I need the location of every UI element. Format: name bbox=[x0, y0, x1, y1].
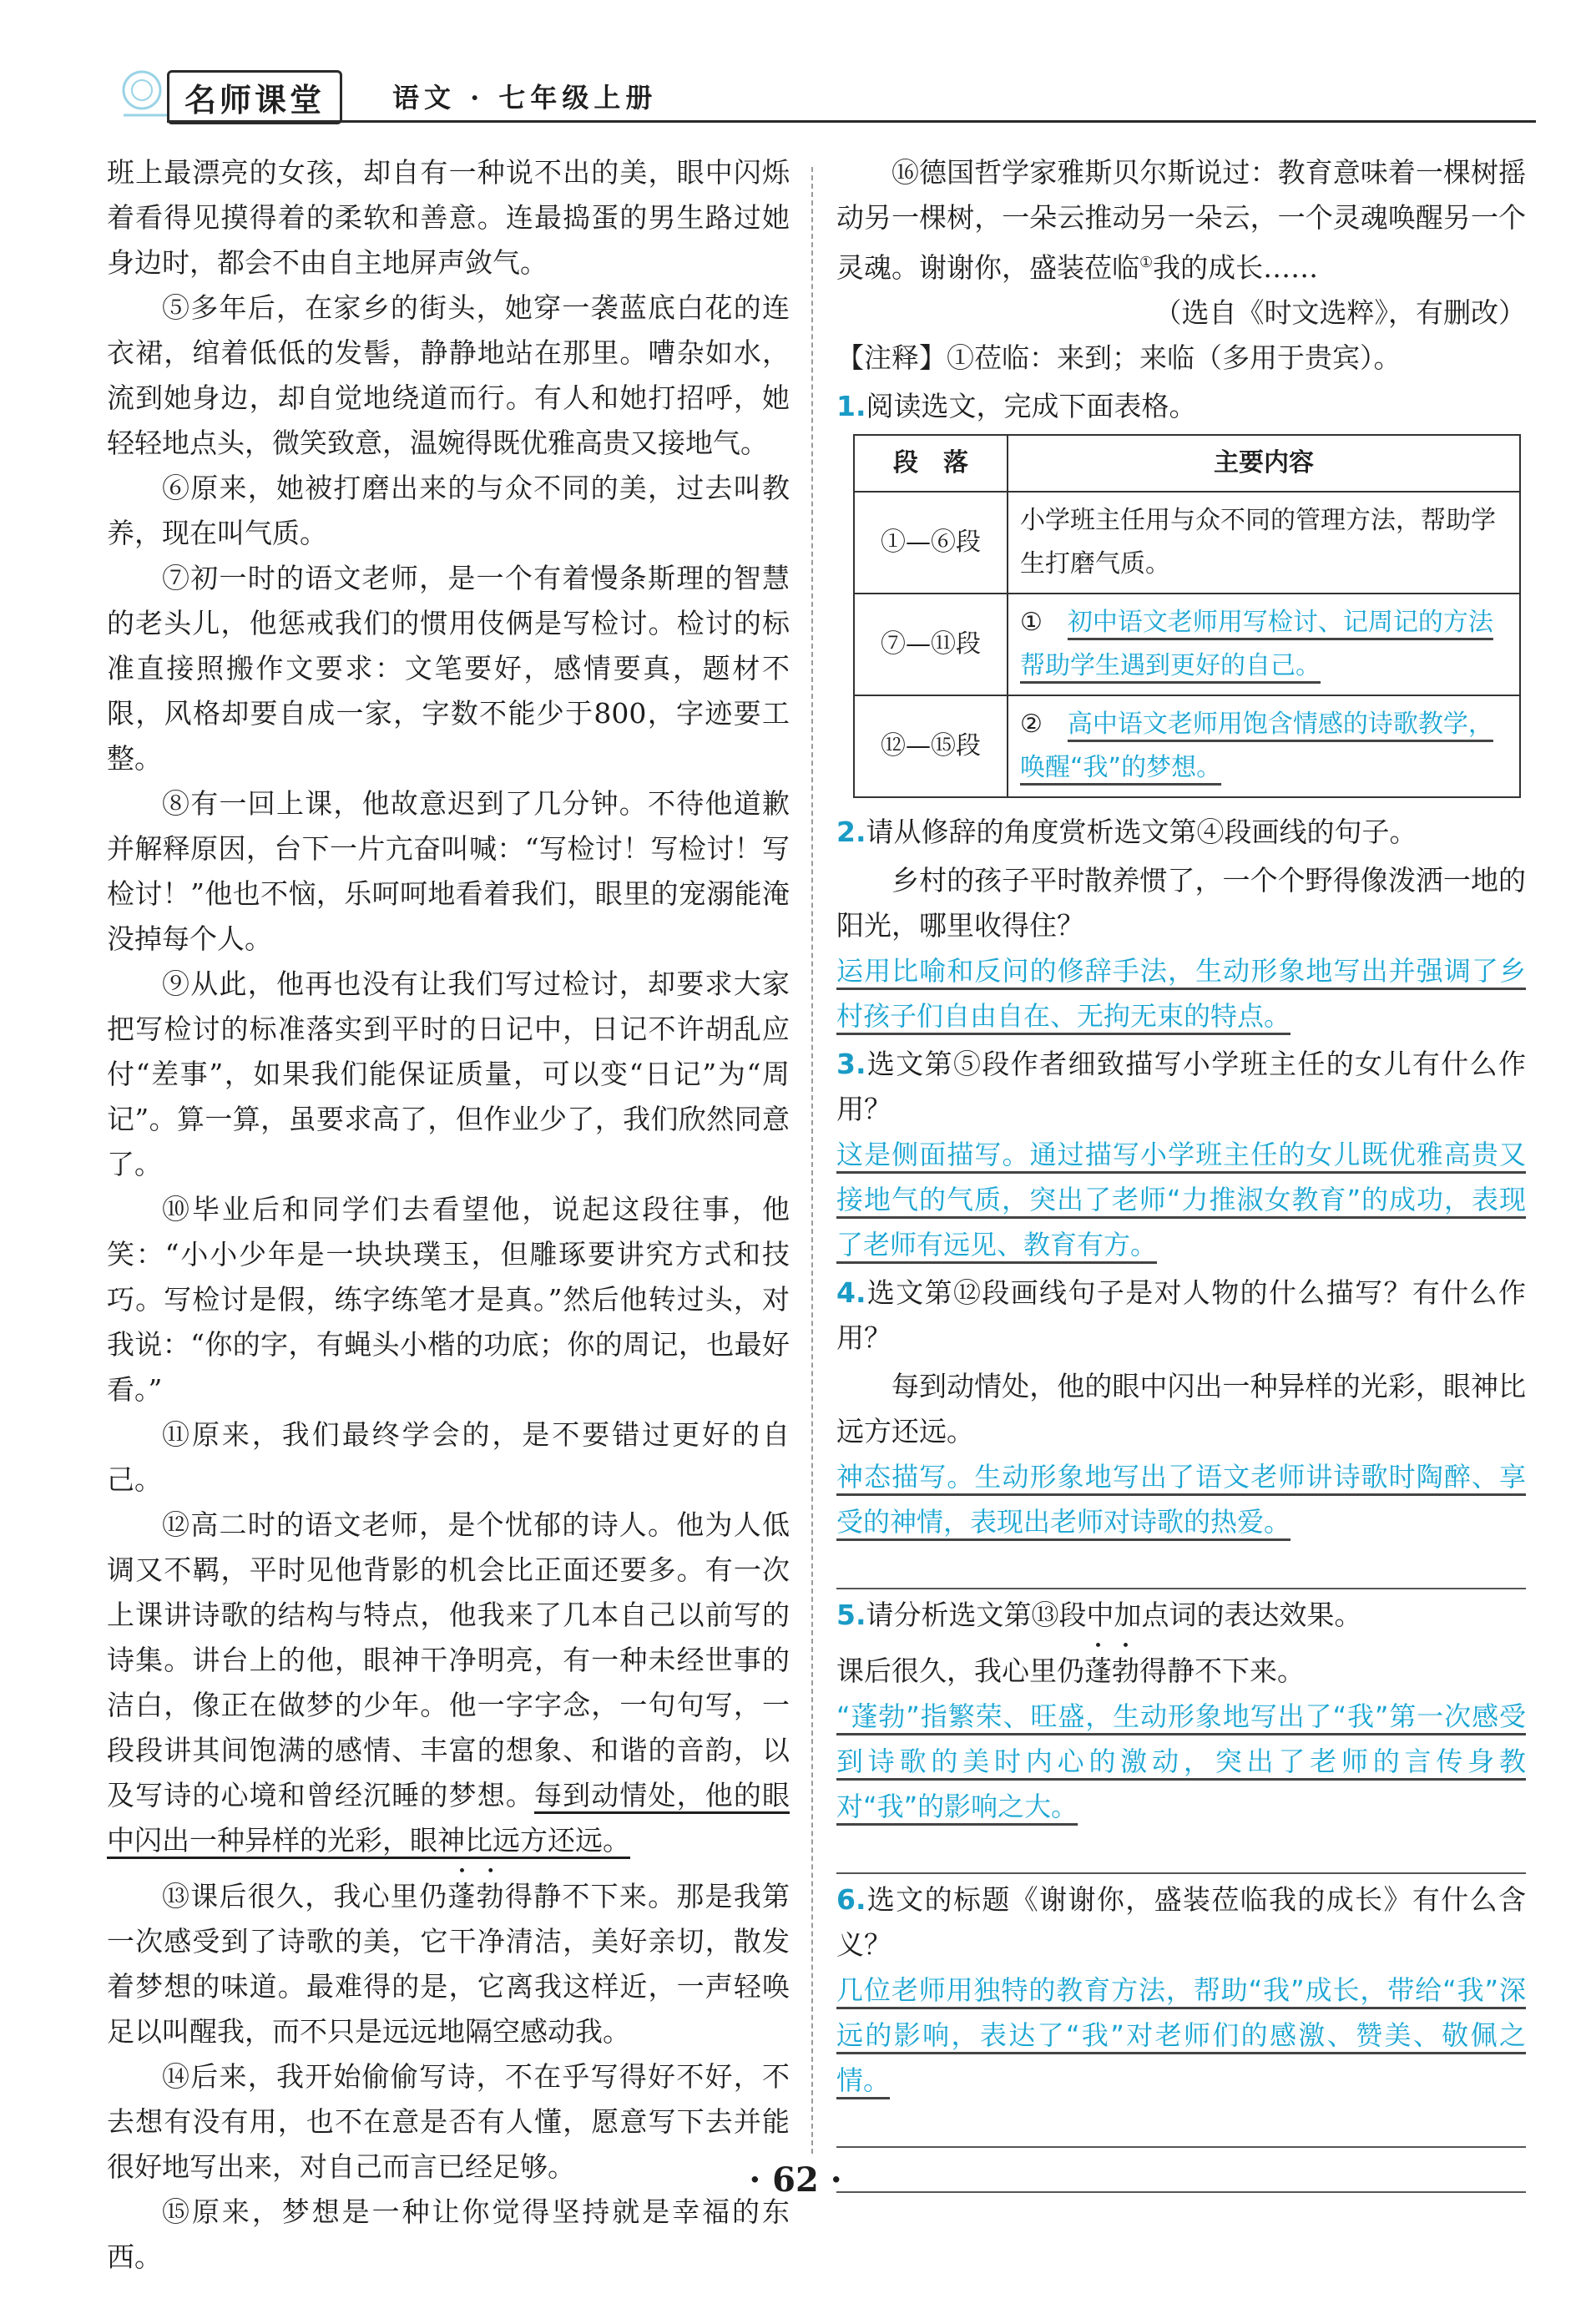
column-divider bbox=[811, 167, 813, 2154]
table-header-content: 主要内容 bbox=[1008, 435, 1520, 492]
question-1 bbox=[836, 384, 1526, 429]
table-cell-answer bbox=[1008, 594, 1520, 695]
paragraph-6: ⑥原来，她被打磨出来的与众不同的美，过去叫教养，现在叫气质。 bbox=[107, 472, 790, 549]
question-3-answer bbox=[836, 1132, 1526, 1267]
page-header bbox=[117, 65, 1536, 124]
question-2-quote: 乡村的孩子平时散养惯了，一个个野得像泼洒一地的阳光，哪里收得住？ bbox=[836, 864, 1526, 942]
answer-text: “蓬勃”指繁荣、旺盛，生动形象地写出了“我”第一次感受到诗歌的美时内心的激动，突出了老师的言传身教对“我”的影响之大。 bbox=[836, 1700, 1526, 1822]
answer-blank-line bbox=[836, 1544, 1526, 1589]
answer-text: 几位老师用独特的教育方法，帮助“我”成长，带给“我”深远的影响，表达了“我”对老师们的感激、赞美、敬佩之情。 bbox=[836, 1974, 1526, 2096]
paragraph-10: ⑩毕业后和同学们去看望他，说起这段往事，他笑：“小小少年是一块块璞玉，但雕琢要讲究方式和技巧。写检讨是假，练字练笔才是真。”然后他转过头，对我说：“你的字，有蝇头小楷的功底；你的周记，也最好看。” bbox=[107, 1193, 790, 1406]
question-2-answer bbox=[836, 948, 1526, 1038]
header-rule bbox=[167, 120, 1536, 123]
question-5 bbox=[836, 1593, 1526, 1638]
paragraph-15: ⑮原来，梦想是一种让你觉得坚持就是幸福的东西。 bbox=[107, 2195, 790, 2273]
table-cell-content: 小学班主任用与众不同的管理方法，帮助学生打磨气质。 bbox=[1008, 492, 1520, 594]
answer-text: 运用比喻和反问的修辞手法，生动形象地写出并强调了乡村孩子们自由自在、无拘无束的特点。 bbox=[836, 955, 1526, 1032]
paragraph-14: ⑭后来，我开始偷偷写诗，不在乎写得好不好，不去想有没有用，也不在意是否有人懂，愿意写下去并能很好地写出来，对自己而言已经足够。 bbox=[107, 2060, 790, 2183]
question-4-number: 4. bbox=[836, 1276, 866, 1309]
source-citation: （选自《时文选粹》，有删改） bbox=[1154, 296, 1526, 329]
question-6-text: 选文的标题《谢谢你，盛装莅临我的成长》有什么含义？ bbox=[836, 1883, 1526, 1961]
paragraph-12-text: ⑫高二时的语文老师，是个忧郁的诗人。他为人低调又不羁，平时见他背影的机会比正面还要多。有一次上课讲诗歌的结构与特点，他我来了几本自己以前写的诗集。讲台上的他，眼神干净明亮，有一种未经世事的洁白，像正在做梦的少年。他一字字念，一句句写，一段段讲其间饱满的感情、丰富的想象、和谐的音韵，以及写诗的心境和曾经沉睡的梦想。 bbox=[107, 1508, 790, 1811]
table-cell-answer bbox=[1008, 695, 1520, 797]
question-5-text: 请分析选文第⑬段中加点词的表达效果。 bbox=[866, 1599, 1362, 1631]
paragraph-9: ⑨从此，他再也没有让我们写过检讨，却要求大家把写检讨的标准落实到平时的日记中，日记不许胡乱应付“差事”，如果我们能保证质量，可以变“日记”为“周记”。算一算，虽要求高了，但作业少了，我们欣然同意了。 bbox=[107, 967, 790, 1180]
question-3-text: 选文第⑤段作者细致描写小学班主任的女儿有什么作用？ bbox=[836, 1048, 1526, 1125]
table-row bbox=[854, 492, 1520, 594]
left-column bbox=[107, 150, 790, 2280]
brand-label: 名师课堂 bbox=[167, 70, 342, 124]
question-5-number: 5. bbox=[836, 1599, 866, 1631]
paragraph-13-dotted-word: 蓬勃 bbox=[447, 1880, 505, 1912]
table-cell-segment: ①—⑥段 bbox=[854, 492, 1008, 594]
question-2-text: 请从修辞的角度赏析选文第④段画线的句子。 bbox=[866, 816, 1417, 848]
question-3-number: 3. bbox=[836, 1048, 866, 1080]
question-3 bbox=[836, 1042, 1526, 1132]
paragraph-5: ⑤多年后，在家乡的街头，她穿一袭蓝底白花的连衣裙，绾着低低的发髻，静静地站在那里。嘈杂如水，流到她身边，却自觉地绕道而行。有人和她打招呼，她轻轻地点头，微笑致意，温婉得既优雅高贵又接地气。 bbox=[107, 291, 790, 459]
paragraph-16-end: 我的成长…… bbox=[1153, 251, 1319, 284]
paragraph-13 bbox=[107, 1863, 790, 2054]
paragraph-16-text: ⑯德国哲学家雅斯贝尔斯说过：教育意味着一棵树摇动另一棵树，一朵云推动另一朵云，一个灵魂唤醒另一个灵魂。谢谢你，盛装莅临 bbox=[836, 156, 1526, 284]
table-row bbox=[854, 594, 1520, 695]
question-4-answer bbox=[836, 1454, 1526, 1544]
answer-text-underlined: 初中语文老师用写检讨、记周记的方法帮助学生遇到更好的自己。 bbox=[1020, 608, 1493, 680]
footnote-marker: ① bbox=[1139, 254, 1154, 271]
subject-label: 语文 · 七年级上册 bbox=[392, 82, 658, 114]
question-6-number: 6. bbox=[836, 1883, 866, 1916]
summary-table bbox=[853, 434, 1521, 798]
question-5-quote bbox=[836, 1638, 1526, 1694]
paragraph-7: ⑦初一时的语文老师，是一个有着慢条斯理的智慧的老头儿，他惩戒我们的惯用伎俩是写检讨。检讨的标准直接照搬作文要求：文笔要好，感情要真，题材不限，风格却要自成一家，字数不能少于800，字迹要工整。 bbox=[107, 562, 790, 775]
question-4-quote: 每到动情处，他的眼中闪出一种异样的光彩，眼神比远方还远。 bbox=[836, 1370, 1526, 1447]
paragraph-8: ⑧有一回上课，他故意迟到了几分钟。不待他道歉并解释原因，台下一片亢奋叫喊：“写检讨！写检讨！写检讨！”他也不恼，乐呵呵地看着我们，眼里的宠溺能淹没掉每个人。 bbox=[107, 787, 790, 955]
quote-start: 课后很久，我心里仍 bbox=[836, 1655, 1084, 1687]
table-header-row bbox=[854, 435, 1520, 492]
answer-prefix: ② bbox=[1020, 710, 1043, 739]
table-cell-segment: ⑫—⑮段 bbox=[854, 695, 1008, 797]
answer-blank-line bbox=[836, 1829, 1526, 1874]
answer-blank-line bbox=[836, 2103, 1526, 2148]
question-1-text: 阅读选文，完成下面表格。 bbox=[866, 390, 1197, 422]
annotation-note: 【注释】①莅临：来到；来临（多用于贵宾）。 bbox=[836, 341, 1402, 374]
question-6-answer bbox=[836, 1968, 1526, 2103]
answer-text-underlined: 高中语文老师用饱含情感的诗歌教学，唤醒“我”的梦想。 bbox=[1020, 710, 1493, 782]
right-column bbox=[836, 150, 1526, 2193]
question-4 bbox=[836, 1271, 1526, 1361]
question-2-number: 2. bbox=[836, 816, 866, 848]
table-header-segment: 段 落 bbox=[854, 435, 1008, 492]
quote-end: 得静不下来。 bbox=[1139, 1655, 1305, 1687]
paragraph-11: ⑪原来，我们最终学会的，是不要错过更好的自己。 bbox=[107, 1418, 790, 1496]
paragraph-4-continued: 班上最漂亮的女孩，却自有一种说不出的美，眼中闪烁着看得见摸得着的柔软和善意。连最捣蛋的男生路过她身边时，都会不由自主地屏声敛气。 bbox=[107, 156, 790, 279]
answer-prefix: ① bbox=[1020, 608, 1043, 637]
question-6 bbox=[836, 1877, 1526, 1968]
question-4-text: 选文第⑫段画线句子是对人物的什么描写？有什么作用？ bbox=[836, 1276, 1526, 1354]
answer-text: 这是侧面描写。通过描写小学班主任的女儿既优雅高贵又接地气的气质，突出了老师“力推淑女教育”的成功，表现了老师有远见、教育有方。 bbox=[836, 1139, 1526, 1261]
answer-text bbox=[1020, 608, 1493, 680]
question-5-answer bbox=[836, 1694, 1526, 1829]
paragraph-12-underlined: 每到动情处，他的眼中闪出一种异样的光彩，眼神比远方还远。 bbox=[107, 1779, 790, 1857]
table-row bbox=[854, 695, 1520, 797]
answer-text bbox=[1020, 710, 1493, 782]
answer-text: 神态描写。生动形象地写出了语文老师讲诗歌时陶醉、享受的神情，表现出老师对诗歌的热爱。 bbox=[836, 1461, 1526, 1538]
paragraph-12 bbox=[107, 1503, 790, 1863]
question-1-number: 1. bbox=[836, 390, 866, 422]
question-2 bbox=[836, 810, 1526, 855]
paragraph-16 bbox=[836, 150, 1526, 290]
paragraph-13-rest: 得静不下来。那是我第一次感受到了诗歌的美，它干净清洁，美好亲切，散发着梦想的味道。最难得的是，它离我这样近，一声轻唤足以叫醒我，而不只是远远地隔空感动我。 bbox=[107, 1880, 790, 2048]
quote-dotted-word: 蓬勃 bbox=[1084, 1655, 1139, 1687]
paragraph-13-start: ⑬课后很久，我心里仍 bbox=[162, 1880, 448, 1912]
page-number: · 62 · bbox=[749, 2160, 842, 2200]
table-cell-segment: ⑦—⑪段 bbox=[854, 594, 1008, 695]
